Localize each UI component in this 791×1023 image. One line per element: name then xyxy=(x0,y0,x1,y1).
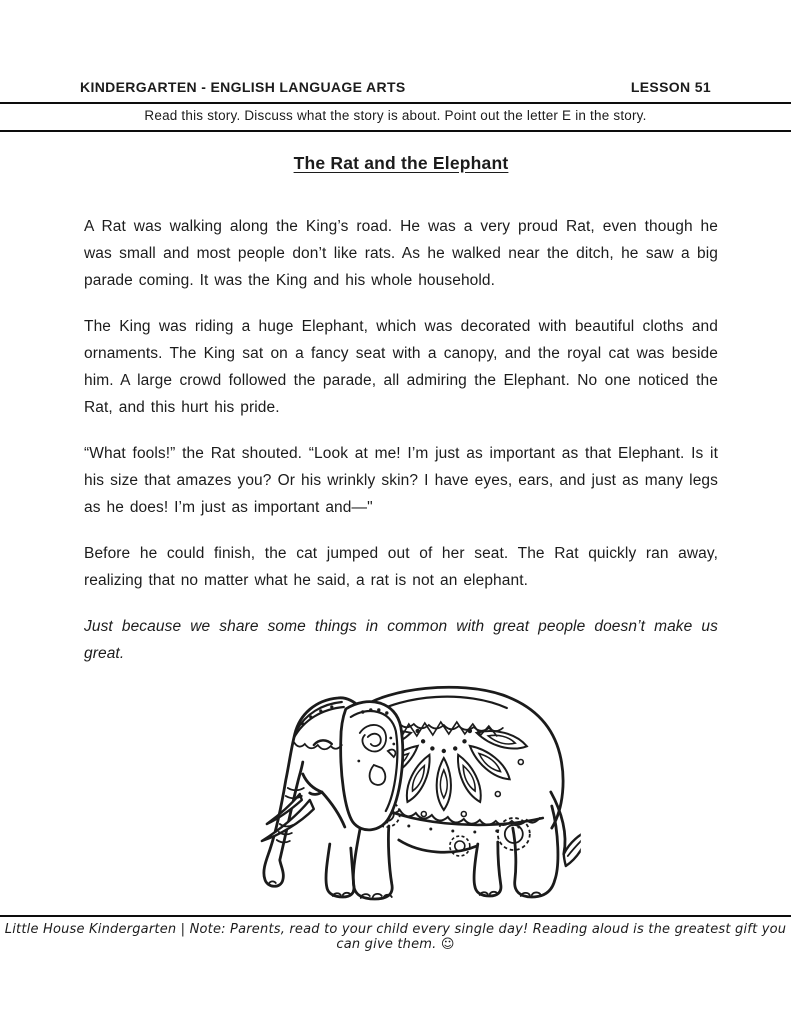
story-title: The Rat and the Elephant xyxy=(293,153,509,173)
story-illustration xyxy=(250,676,580,908)
decorated-elephant-icon xyxy=(250,676,580,908)
divider-top xyxy=(0,102,791,104)
lesson-instruction: Read this story. Discuss what the story is about. Point out the letter E in the story. xyxy=(144,108,647,123)
story-moral: Just because we share some things in common with great people doesn’t make us great. xyxy=(84,618,718,662)
divider-under-instruction xyxy=(0,130,791,132)
course-label: KINDERGARTEN - ENGLISH LANGUAGE ARTS xyxy=(80,79,406,95)
story-paragraph: A Rat was walking along the King’s road. He was a very proud Rat, even though he was small and most people don’t like rats. As he walked near the ditch, he saw a big parade coming. It was the King and his whole household. xyxy=(84,218,718,289)
story-paragraph: Before he could finish, the cat jumped out of her seat. The Rat quickly ran away, realizing that no matter what he said, a rat is not an elephant. xyxy=(84,545,718,589)
page-header xyxy=(80,79,711,95)
divider-footer xyxy=(0,915,791,917)
lesson-label: LESSON 51 xyxy=(630,79,711,95)
story-body xyxy=(84,153,718,686)
story-paragraph: The King was riding a huge Elephant, which was decorated with beautiful cloths and ornaments. The King sat on a fancy seat with a canopy, and the royal cat was beside him. A large crowd followed the parade, all admiring the Elephant. No one noticed the Rat, and this hurt his pride. xyxy=(84,318,718,416)
footer-note: Little House Kindergarten | Note: Parents, read to your child every single day! Reading aloud is the greatest gift you can give them. ☺ xyxy=(4,922,787,952)
story-paragraph: “What fools!” the Rat shouted. “Look at me! I’m just as important as that Elephant. Is it his size that amazes you? Or his wrinkly skin? I have eyes, ears, and just as many legs as he does! I’m just as important and—" xyxy=(84,445,718,516)
